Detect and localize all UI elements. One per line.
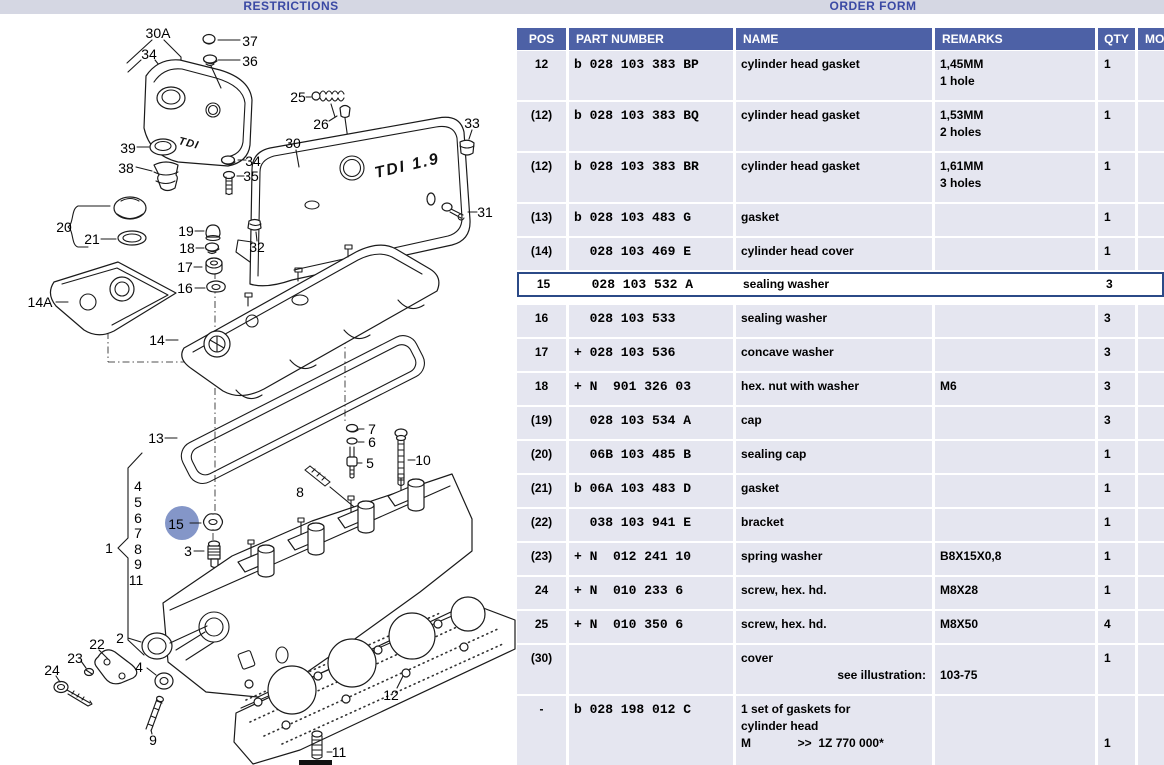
part-number-cell: b 028 103 383 BR: [569, 153, 733, 202]
name-cell: 1 set of gaskets for cylinder head M >> 1Z 770 000*: [736, 696, 932, 765]
model-cell: [1138, 645, 1164, 694]
part-row[interactable]: [517, 475, 1164, 507]
qty-cell: 1: [1098, 204, 1135, 236]
name-cell: cylinder head gasket: [736, 153, 932, 202]
main-cover-tdi-text: TDI 1.9: [373, 150, 442, 182]
part-number-cell: + N 901 326 03: [569, 373, 733, 405]
part-number-cell: [569, 645, 733, 694]
callout-11[interactable]: 11: [331, 744, 347, 760]
pos-cell: 18: [517, 373, 566, 405]
part-row[interactable]: [517, 645, 1164, 694]
exploded-view-diagram: [0, 0, 517, 765]
callout-2[interactable]: 2: [116, 630, 124, 646]
callout-37[interactable]: 37: [242, 33, 258, 49]
qty-cell: 1: [1098, 577, 1135, 609]
name-cell: concave washer: [736, 339, 932, 371]
pos-cell: (30): [517, 645, 566, 694]
part-row[interactable]: [517, 407, 1164, 439]
model-cell: [1138, 441, 1164, 473]
part-number-cell: + 028 103 536: [569, 339, 733, 371]
callout-11[interactable]: 11: [128, 572, 144, 588]
part-number-cell: + N 010 350 6: [569, 611, 733, 643]
qty-cell: 1: [1098, 543, 1135, 575]
pos-cell: 17: [517, 339, 566, 371]
model-cell: [1138, 407, 1164, 439]
callout-36[interactable]: 36: [242, 53, 258, 69]
name-cell: screw, hex. hd.: [736, 611, 932, 643]
remarks-cell: [935, 204, 1095, 236]
callout-1[interactable]: 1: [105, 540, 113, 556]
name-cell: hex. nut with washer: [736, 373, 932, 405]
callout-39[interactable]: 39: [120, 140, 136, 156]
callout-8[interactable]: 8: [296, 484, 304, 500]
remarks-cell: 1,61MM 3 holes: [935, 153, 1095, 202]
part-row[interactable]: [517, 102, 1164, 151]
callout-31[interactable]: 31: [477, 204, 493, 220]
model-cell: [1138, 305, 1164, 337]
remarks-cell: B8X15X0,8: [935, 543, 1095, 575]
part-number-cell: b 028 198 012 C: [569, 696, 733, 765]
callout-34[interactable]: 34: [245, 153, 261, 169]
remarks-cell: 1,45MM 1 hole: [935, 51, 1095, 100]
callout-34[interactable]: 34: [141, 46, 157, 62]
callout-4[interactable]: 4: [134, 478, 142, 494]
name-cell: gasket: [736, 475, 932, 507]
callout-5[interactable]: 5: [366, 455, 374, 471]
remarks-cell: [935, 238, 1095, 270]
callout-7[interactable]: 7: [368, 421, 376, 437]
model-cell: [1140, 274, 1162, 295]
callout-10[interactable]: 10: [415, 452, 431, 468]
pos-cell: -: [517, 696, 566, 765]
remarks-cell: [935, 696, 1095, 765]
pos-cell: 24: [517, 577, 566, 609]
part-number-cell: 028 103 532 A: [576, 277, 694, 292]
part-row[interactable]: [517, 238, 1164, 270]
callout-9[interactable]: 9: [134, 556, 142, 572]
pos-cell: (19): [517, 407, 566, 439]
remarks-cell: 103-75: [935, 645, 1095, 694]
part-row[interactable]: [517, 543, 1164, 575]
part-row[interactable]: [517, 373, 1164, 405]
qty-cell: 1: [1098, 51, 1135, 100]
diagram-callouts: [0, 0, 517, 765]
name-cell: bracket: [736, 509, 932, 541]
header-model: MO: [1138, 28, 1164, 50]
qty-cell: 3: [1098, 373, 1135, 405]
callout-7[interactable]: 7: [134, 525, 142, 541]
name-cell: sealing washer: [736, 305, 932, 337]
callout-6[interactable]: 6: [134, 510, 142, 526]
callout-17[interactable]: 17: [177, 259, 193, 275]
part-number-cell: b 028 103 383 BP: [569, 51, 733, 100]
part-row[interactable]: [517, 204, 1164, 236]
qty-cell: 1: [1098, 696, 1135, 765]
pos-cell: (12): [517, 102, 566, 151]
parts-table-header: [517, 28, 1164, 50]
name-cell: screw, hex. hd.: [736, 577, 932, 609]
qty-cell: 1: [1098, 238, 1135, 270]
model-cell: [1138, 696, 1164, 765]
remarks-cell: [935, 441, 1095, 473]
name-cell: cylinder head gasket: [736, 102, 932, 151]
callout-9[interactable]: 9: [149, 732, 157, 748]
part-row[interactable]: [517, 696, 1164, 765]
name-cell: spring washer: [736, 543, 932, 575]
qty-cell: 3: [1098, 407, 1135, 439]
top-cover-tdi-text: TDI: [177, 135, 201, 152]
model-cell: [1138, 204, 1164, 236]
header-pos: POS: [517, 28, 566, 50]
part-row[interactable]: [517, 577, 1164, 609]
model-cell: [1138, 153, 1164, 202]
model-cell: [1138, 373, 1164, 405]
callout-8[interactable]: 8: [134, 541, 142, 557]
part-number-cell: b 06A 103 483 D: [569, 475, 733, 507]
remarks-cell: M8X28: [935, 577, 1095, 609]
remarks-cell: [935, 305, 1095, 337]
remarks-cell: [935, 407, 1095, 439]
qty-cell: 1: [1098, 509, 1135, 541]
callout-35[interactable]: 35: [243, 168, 259, 184]
callout-26[interactable]: 26: [313, 116, 329, 132]
pos-cell: (23): [517, 543, 566, 575]
model-cell: [1138, 509, 1164, 541]
callout-25[interactable]: 25: [290, 89, 306, 105]
part-number-cell: b 028 103 383 BQ: [569, 102, 733, 151]
qty-cell: 1: [1098, 441, 1135, 473]
qty-cell: 1: [1098, 153, 1135, 202]
callout-13[interactable]: 13: [148, 430, 164, 446]
name-cell: cylinder head gasket: [736, 51, 932, 100]
pos-cell: (21): [517, 475, 566, 507]
qty-cell: 1: [1098, 645, 1135, 694]
callout-24[interactable]: 24: [44, 662, 60, 678]
remarks-cell: 1,53MM 2 holes: [935, 102, 1095, 151]
part-number-cell: 038 103 941 E: [569, 509, 733, 541]
parts-table: [517, 28, 1164, 765]
callout-14a[interactable]: 14A: [27, 294, 53, 310]
callout-15-highlighted[interactable]: 15: [168, 516, 184, 532]
qty-cell: 3: [1098, 339, 1135, 371]
model-cell: [1138, 102, 1164, 151]
name-cell: cylinder head cover: [736, 238, 932, 270]
callout-33[interactable]: 33: [464, 115, 480, 131]
callout-3[interactable]: 3: [184, 543, 192, 559]
header-name: NAME: [736, 28, 932, 50]
remarks-cell: [935, 339, 1095, 371]
pos-cell: 15: [536, 277, 551, 291]
model-cell: [1138, 475, 1164, 507]
callout-18[interactable]: 18: [179, 240, 195, 256]
top-bar: [0, 0, 1164, 14]
model-cell: [1138, 543, 1164, 575]
callout-30[interactable]: 30: [285, 135, 301, 151]
model-cell: [1138, 611, 1164, 643]
name-cell: cap: [736, 407, 932, 439]
remarks-cell: M6: [935, 373, 1095, 405]
part-number-cell: + N 010 233 6: [569, 577, 733, 609]
pos-cell: 12: [517, 51, 566, 100]
part-row[interactable]: [517, 339, 1164, 371]
remarks-cell: M8X50: [935, 611, 1095, 643]
callout-12[interactable]: 12: [383, 687, 399, 703]
part-row[interactable]: [517, 51, 1164, 100]
pos-cell: 25: [517, 611, 566, 643]
callout-5[interactable]: 5: [134, 494, 142, 510]
pos-cell: (20): [517, 441, 566, 473]
callout-19[interactable]: 19: [178, 223, 194, 239]
part-row[interactable]: [517, 305, 1164, 337]
remarks-cell: [935, 509, 1095, 541]
callout-16[interactable]: 16: [177, 280, 193, 296]
part-row[interactable]: [517, 509, 1164, 541]
model-cell: [1138, 339, 1164, 371]
part-number-cell: 028 103 534 A: [569, 407, 733, 439]
pos-cell: (13): [517, 204, 566, 236]
callout-22[interactable]: 22: [89, 636, 105, 652]
header-part-number: PART NUMBER: [569, 28, 733, 50]
remarks-cell: [937, 274, 1097, 295]
part-number-cell: b 028 103 483 G: [569, 204, 733, 236]
part-number-cell: 028 103 469 E: [569, 238, 733, 270]
order-form-header[interactable]: ORDER FORM: [829, 0, 917, 13]
restrictions-header[interactable]: RESTRICTIONS: [243, 0, 339, 13]
qty-cell: 4: [1098, 611, 1135, 643]
part-number-cell: 06B 103 485 B: [569, 441, 733, 473]
name-cell: gasket: [736, 204, 932, 236]
model-cell: [1138, 238, 1164, 270]
header-qty: QTY: [1098, 28, 1135, 50]
model-cell: [1138, 577, 1164, 609]
name-cell: cover see illustration:: [736, 645, 932, 694]
pos-cell: (12): [517, 153, 566, 202]
pos-cell: (14): [517, 238, 566, 270]
callout-32[interactable]: 32: [249, 239, 265, 255]
callout-23[interactable]: 23: [67, 650, 83, 666]
part-row[interactable]: [517, 441, 1164, 473]
header-remarks: REMARKS: [935, 28, 1095, 50]
part-number-cell: + N 012 241 10: [569, 543, 733, 575]
qty-cell: 3: [1098, 305, 1135, 337]
model-cell: [1138, 51, 1164, 100]
part-row-selected[interactable]: [517, 272, 1164, 297]
qty-cell: 1: [1098, 102, 1135, 151]
callout-30a[interactable]: 30A: [145, 25, 171, 41]
remarks-cell: [935, 475, 1095, 507]
pos-cell: (22): [517, 509, 566, 541]
callout-38[interactable]: 38: [118, 160, 134, 176]
callout-14[interactable]: 14: [149, 332, 165, 348]
part-row[interactable]: [517, 611, 1164, 643]
callout-20[interactable]: 20: [56, 219, 72, 235]
part-row[interactable]: [517, 153, 1164, 202]
name-cell: sealing washer: [743, 277, 830, 291]
parts-table-body: [517, 51, 1164, 765]
name-cell: sealing cap: [736, 441, 932, 473]
qty-cell: 3: [1106, 277, 1113, 291]
callout-4[interactable]: 4: [135, 659, 143, 675]
part-number-cell: 028 103 533: [569, 305, 733, 337]
pos-cell: 16: [517, 305, 566, 337]
qty-cell: 1: [1098, 475, 1135, 507]
callout-6[interactable]: 6: [368, 434, 376, 450]
callout-21[interactable]: 21: [84, 231, 100, 247]
